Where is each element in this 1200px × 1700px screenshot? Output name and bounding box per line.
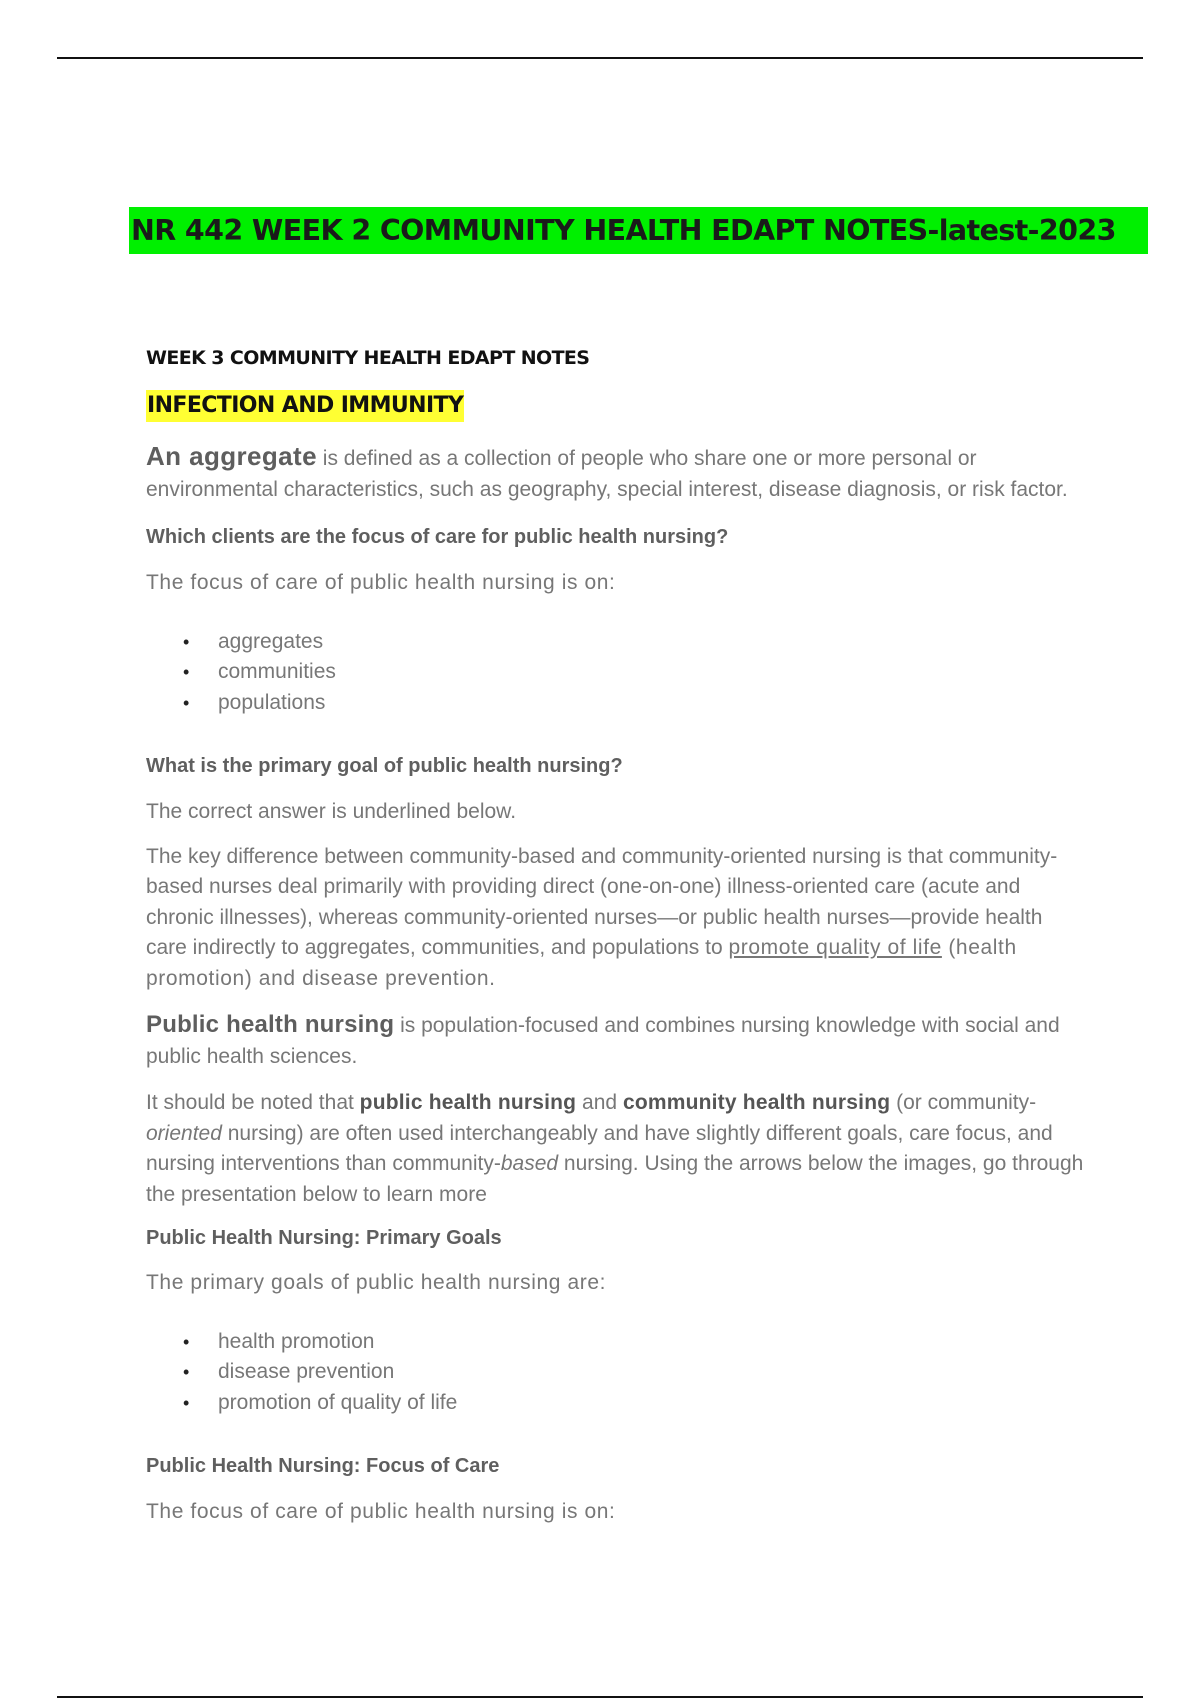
note-bold-chn: community health nursing — [622, 1091, 891, 1114]
note-bold-phn: public health nursing — [359, 1091, 577, 1114]
key-difference-tail: (health promotion) and disease prevention. — [146, 936, 1017, 990]
goals-list — [146, 1327, 1086, 1419]
phn-definition-text: is population-focused and combines nursing knowledge with social and public health sciences. — [146, 1014, 1060, 1068]
document-title: NR 442 WEEK 2 COMMUNITY HEALTH EDAPT NOTES-latest-2023 — [129, 207, 1148, 254]
interchangeable-note — [146, 1088, 1086, 1210]
focus-list — [146, 627, 1086, 719]
key-difference-text: The key difference between community-based and community-oriented nursing is that community-based nurses deal primarily with providing direct (one-on-one) illness-oriented care (acute and chronic illnesses), whereas community-oriented nurses—or public health nurses—provide health care indirectly to aggregates, communities, and populations to — [146, 844, 1058, 959]
heading-focus-of-care: Public Health Nursing: Focus of Care — [146, 1455, 500, 1477]
focus-of-care-intro: The focus of care of public health nursing is on: — [146, 1500, 616, 1523]
week-subtitle: WEEK 3 COMMUNITY HEALTH EDAPT NOTES — [146, 347, 590, 369]
note-text: and — [576, 1091, 623, 1114]
note-text: nursing. Using the arrows below the images, go through the presentation below to learn more — [146, 1152, 1084, 1206]
aggregate-definition — [146, 441, 1086, 505]
aggregate-definition-text: is defined as a collection of people who share one or more personal or environmental characteristics, such as geography, special interest, disease diagnosis, or risk factor. — [146, 447, 1068, 501]
focus-intro: The focus of care of public health nursing is on: — [146, 571, 616, 594]
heading-primary-goals: Public Health Nursing: Primary Goals — [146, 1227, 502, 1249]
list-item: • health promotion — [218, 1327, 1086, 1358]
goals-intro: The primary goals of public health nursing are: — [146, 1271, 607, 1294]
phn-definition — [146, 1010, 1086, 1072]
note-text: nursing) are often used interchangeably and have slightly different goals, care focus, and nursing interventions than community- — [146, 1121, 1053, 1175]
key-difference-paragraph — [146, 842, 1086, 995]
answer-note: The correct answer is underlined below. — [146, 800, 517, 823]
phn-term: Public health nursing — [146, 1011, 395, 1038]
list-item: • populations — [218, 688, 1086, 719]
note-text: (or community- — [890, 1091, 1037, 1114]
note-italic-oriented: oriented — [146, 1121, 222, 1145]
underlined-answer: promote quality of life — [728, 936, 942, 959]
question-primary-goal: What is the primary goal of public health nursing? — [146, 755, 623, 777]
document-body — [146, 346, 1086, 1528]
list-item: • aggregates — [218, 627, 1086, 658]
aggregate-term: An aggregate — [146, 441, 317, 471]
question-focus-of-care: Which clients are the focus of care for public health nursing? — [146, 526, 729, 548]
section-tag-infection-immunity: INFECTION AND IMMUNITY — [146, 390, 464, 422]
list-item: • promotion of quality of life — [218, 1388, 1086, 1419]
note-text: It should be noted that — [146, 1091, 360, 1114]
list-item: • disease prevention — [218, 1357, 1086, 1388]
list-item: • communities — [218, 657, 1086, 688]
note-italic-based: based — [500, 1152, 559, 1175]
bottom-rule — [57, 1696, 1143, 1698]
top-rule — [57, 57, 1143, 59]
